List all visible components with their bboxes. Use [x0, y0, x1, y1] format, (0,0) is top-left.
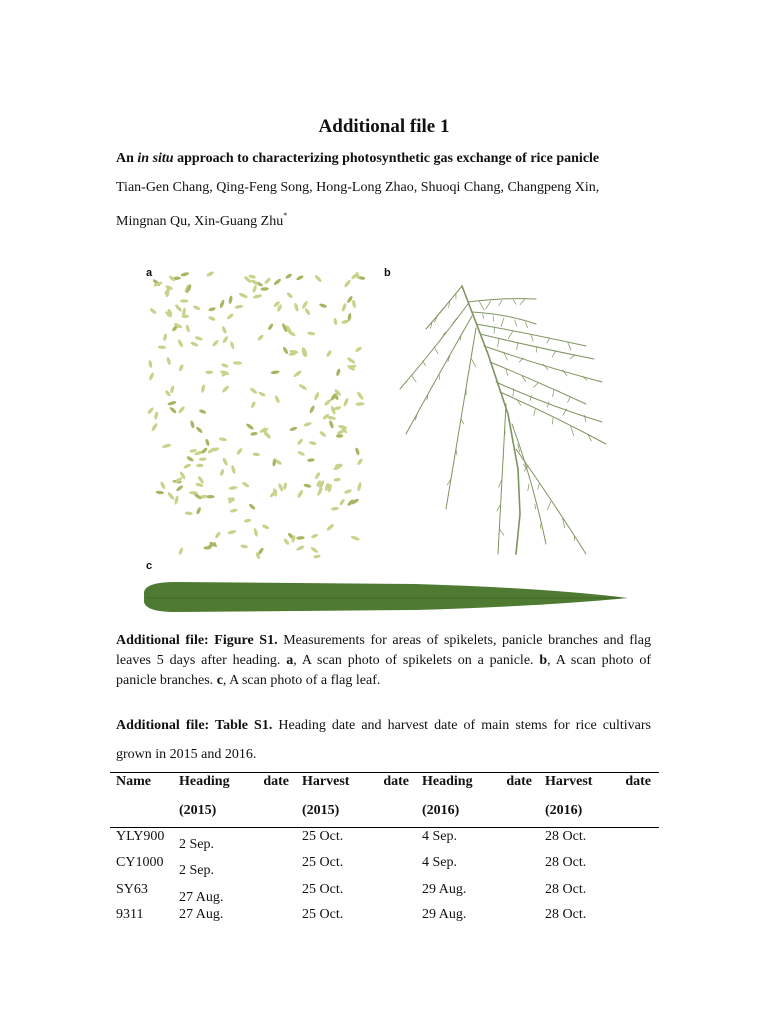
table-top-rule	[110, 772, 659, 773]
header-heading-2015-word: Heading	[179, 774, 230, 789]
table-caption-text: Heading date and harvest date of main stems for rice cultivars grown in 2015 and 2016.	[116, 718, 651, 762]
header-name: Name	[116, 774, 151, 789]
table-cell-heading-2015: 2 Sep.	[179, 837, 214, 852]
authors-line-1: Tian-Gen Chang, Qing-Feng Song, Hong-Long Zhao, Shuoqi Chang, Changpeng Xin,	[116, 180, 600, 195]
table-header-rule	[110, 827, 659, 828]
panel-label-c: c	[146, 560, 153, 572]
header-harvest-2015-word: Harvest	[302, 774, 350, 789]
table-cell-heading-2016: 29 Aug.	[422, 907, 467, 922]
figure-s1	[116, 254, 650, 624]
table-cell-harvest-2016: 28 Oct.	[545, 855, 587, 870]
figure-caption-text-3: , A scan photo of panicle branches.	[116, 653, 651, 688]
table-cell-heading-2016: 4 Sep.	[422, 829, 457, 844]
header-heading-2015-date: date	[263, 774, 289, 789]
subtitle-post: approach to characterizing photosynthetic gas exchange of rice panicle	[173, 151, 600, 166]
table-cell-name: YLY900	[116, 829, 165, 844]
table-cell-harvest-2016: 28 Oct.	[545, 829, 587, 844]
header-harvest-2016-date: date	[625, 774, 651, 789]
panel-label-a: a	[146, 267, 153, 279]
figure-caption-lead: Additional file: Figure S1.	[116, 633, 278, 648]
header-harvest-2016-word: Harvest	[545, 774, 593, 789]
table-cell-harvest-2015: 25 Oct.	[302, 829, 344, 844]
figure-caption-text-2: , A scan photo of spikelets on a panicle.	[293, 653, 540, 668]
figure-caption-text-1: Measurements for areas of spikelets, panicle branches and flag leaves 5 days after heading.	[116, 633, 652, 668]
table-cell-name: SY63	[116, 882, 148, 897]
table-cell-harvest-2015: 25 Oct.	[302, 855, 344, 870]
document-subtitle	[116, 151, 656, 167]
header-harvest-2015-date: date	[383, 774, 409, 789]
table-cell-heading-2016: 29 Aug.	[422, 882, 467, 897]
header-heading-2016-date: date	[506, 774, 532, 789]
panicle-spikelet-cluster	[553, 418, 554, 424]
table-cell-name: CY1000	[116, 855, 164, 870]
figure-caption-a: a	[286, 653, 294, 668]
spikelet-grain	[206, 495, 215, 498]
table-caption	[116, 711, 651, 769]
header-heading-2015-year: (2015)	[179, 803, 217, 818]
table-cell-heading-2016: 4 Sep.	[422, 855, 457, 870]
table-caption-lead: Additional file: Table S1.	[116, 718, 273, 733]
document-title: Additional file 1	[318, 116, 450, 137]
table-cell-harvest-2015: 25 Oct.	[302, 907, 344, 922]
table-cell-harvest-2016: 28 Oct.	[545, 907, 587, 922]
figure-background	[116, 254, 650, 624]
table-cell-heading-2015: 2 Sep.	[179, 863, 214, 878]
header-harvest-2015-year: (2015)	[302, 803, 340, 818]
header-harvest-2016-year: (2016)	[545, 803, 583, 818]
table-cell-name: 9311	[116, 907, 144, 922]
table-cell-heading-2015: 27 Aug.	[179, 907, 224, 922]
subtitle-pre: An	[116, 151, 138, 166]
subtitle-emphasis: in situ	[137, 151, 174, 166]
figure-caption	[116, 631, 651, 691]
table-cell-harvest-2015: 25 Oct.	[302, 882, 344, 897]
figure-s1-image	[116, 254, 650, 624]
figure-caption-text-4: , A scan photo of a flag leaf.	[222, 673, 381, 688]
header-heading-2016-word: Heading	[422, 774, 473, 789]
table-cell-harvest-2016: 28 Oct.	[545, 882, 587, 897]
figure-caption-b: b	[539, 653, 548, 668]
panicle-spikelet-cluster	[540, 524, 541, 528]
authors-names: Mingnan Qu, Xin-Guang Zhu	[116, 214, 284, 229]
table-cell-heading-2015: 27 Aug.	[179, 890, 224, 905]
authors-line-2	[116, 202, 656, 236]
figure-caption-c: c	[216, 673, 223, 688]
header-heading-2016-year: (2016)	[422, 803, 460, 818]
panel-label-b: b	[384, 267, 391, 279]
corresponding-mark: *	[283, 211, 288, 220]
